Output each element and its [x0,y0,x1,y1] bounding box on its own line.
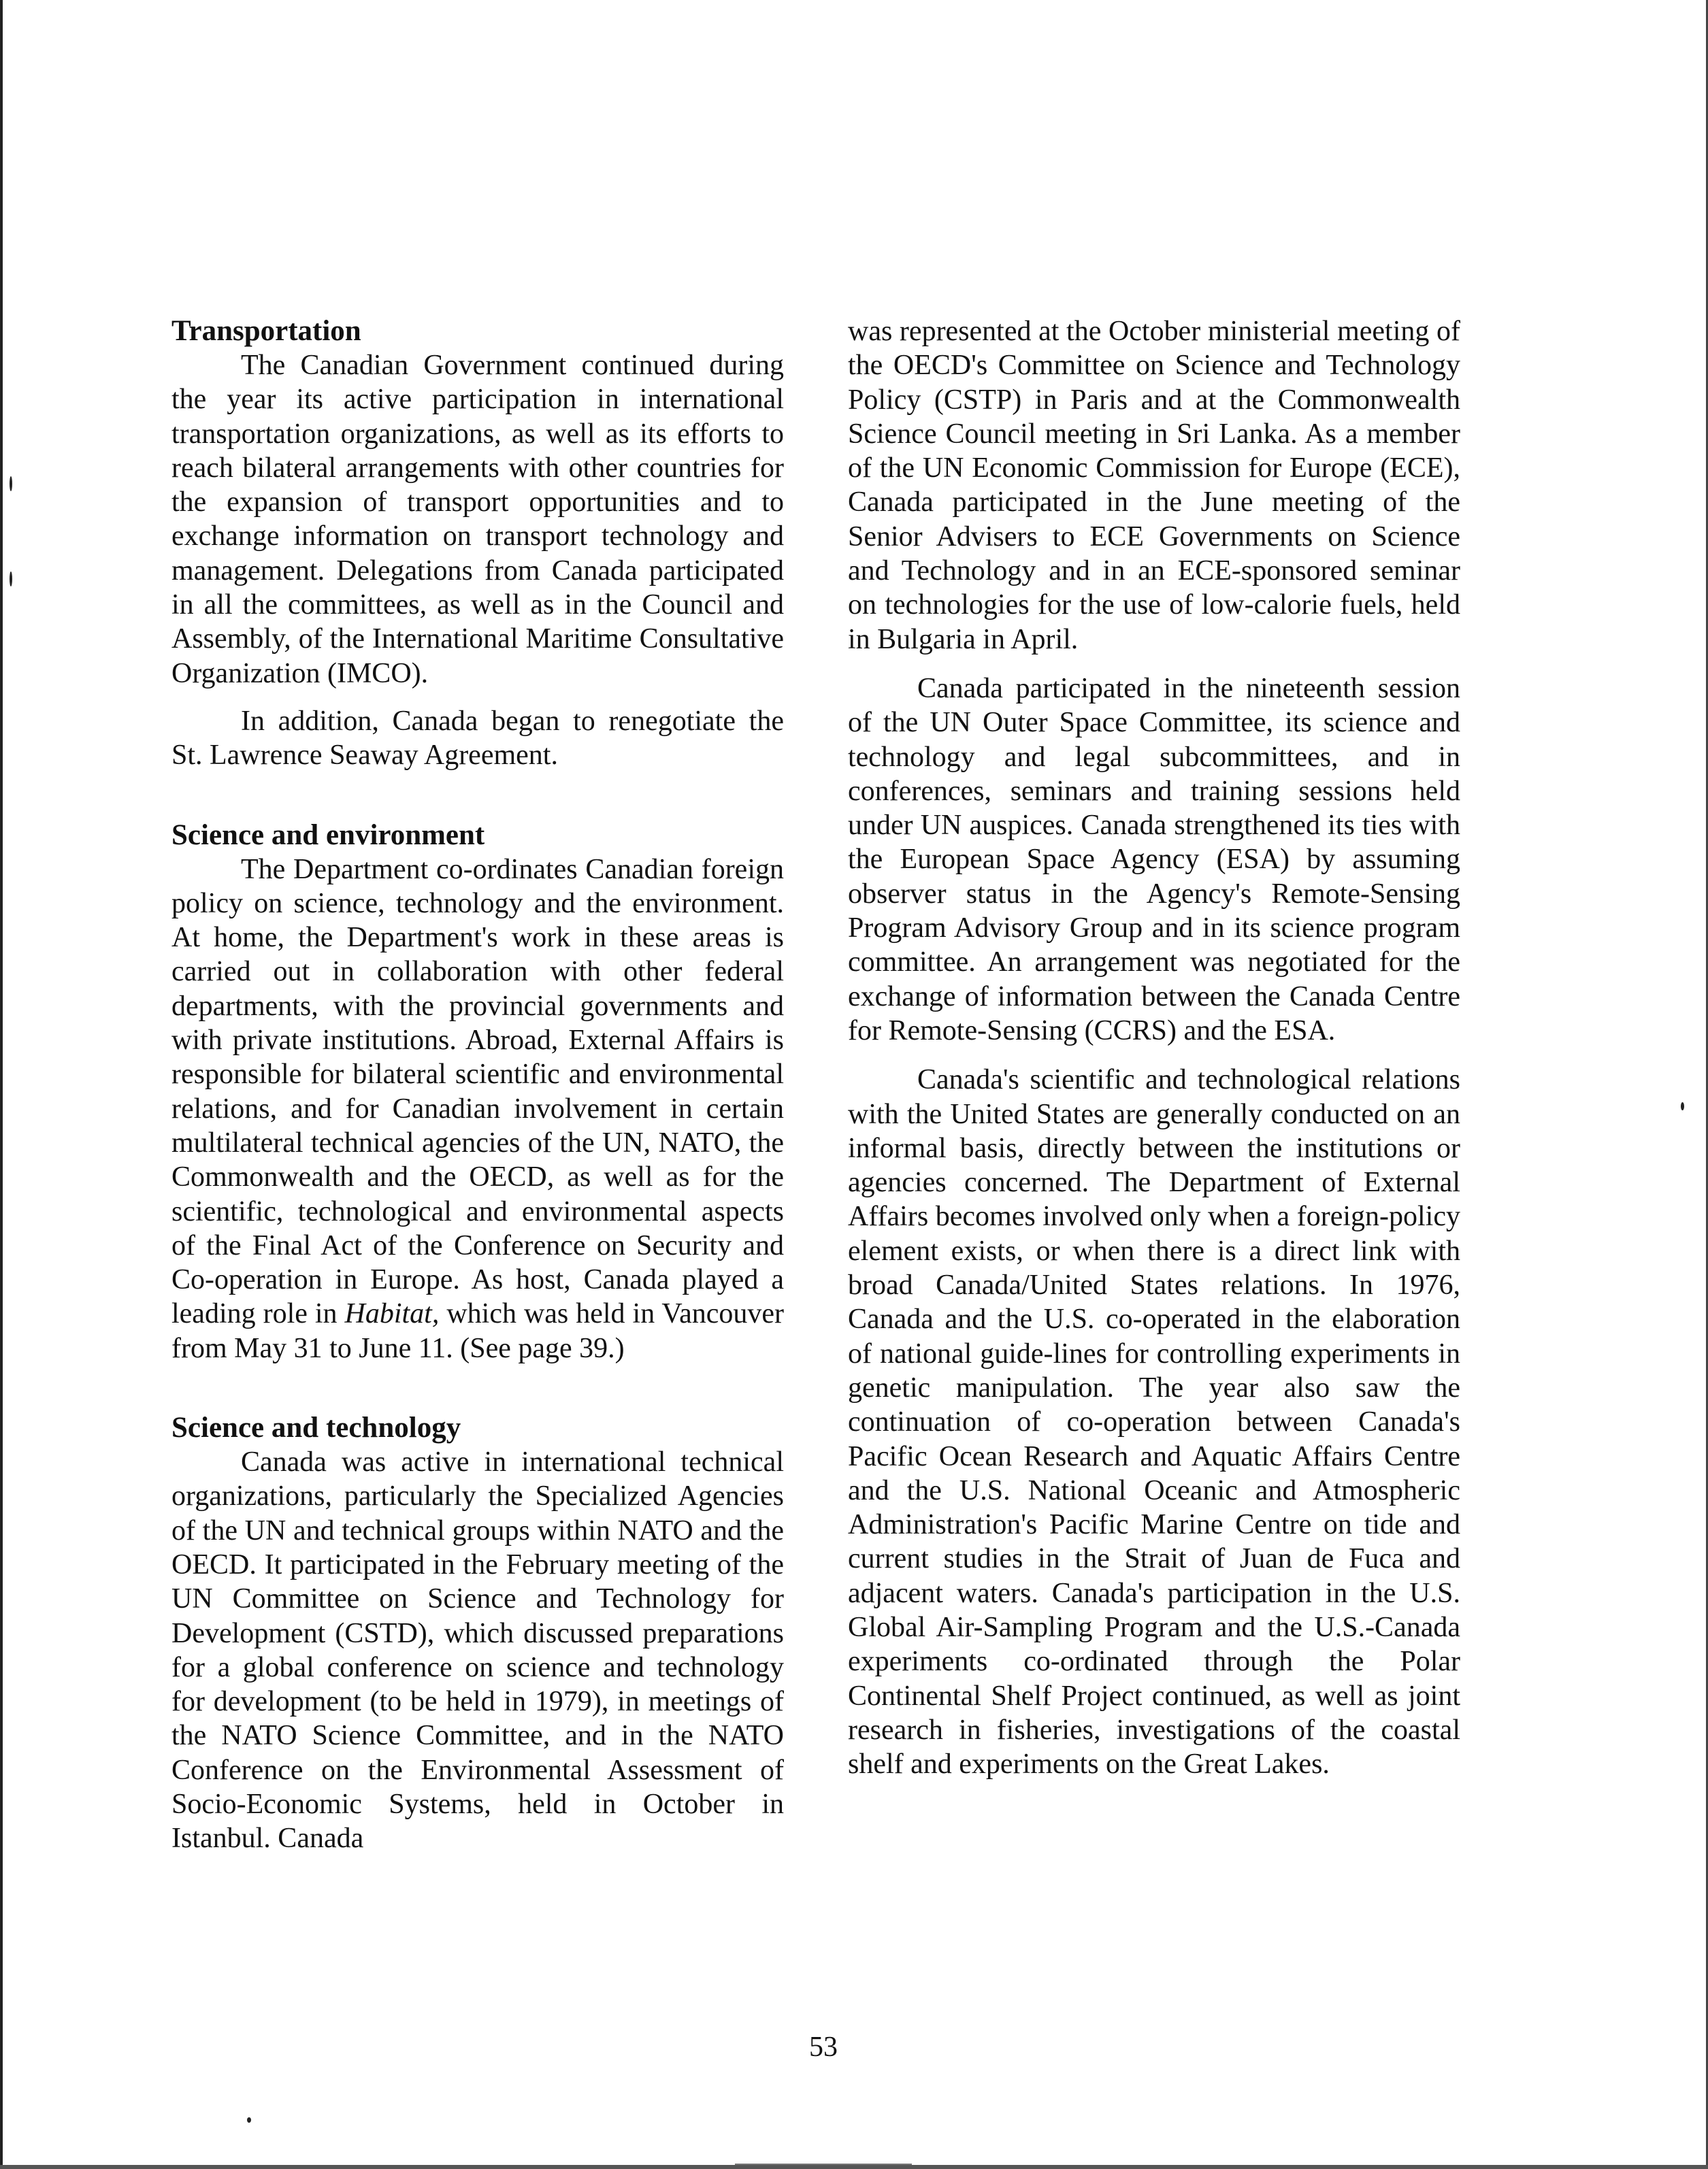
paragraph-science-environment [171,852,784,1365]
paragraph-science-technology-continuation: was represented at the October ministerial meeting of the OECD's Committee on Science and Technology Policy (CSTP) in Paris and at the Commonwealth Science Council meeting in Sri Lanka. As a member of the UN Economic Commission for Europe (ECE), Canada participated in the June meeting of the Senior Advisers to ECE Governments on Science and Technology and in an ECE-sponsored seminar on technologies for the use of low-calorie fuels, held in Bulgaria in April. [848,316,1460,655]
paragraph-science-technology-left: Canada was active in international technical organizations, particularly the Specialized Agencies of the UN and technical groups within NATO and the OECD. It participated in the February meeting of the UN Committee on Science and Technology for Development (CSTD), which discussed preparations for a global conference on science and technology for development (to be held in 1979), in meetings of the NATO Science Committee, and in the NATO Conference on the Environmental Assessment of Socio-Economic Systems, held in October in Istanbul. Canada [171,1446,784,1855]
scan-speck [247,2117,251,2123]
paragraph-outer-space: Canada participated in the nineteenth session of the UN Outer Space Committee, its science and technology and legal subcommittees, and in conferences, seminars and training sessions held under UN auspices. Canada strengthened its ties with the European Space Agency (ESA) by assuming observer status in the Agency's Remote-Sensing Program Advisory Group and in its science program committee. An arrangement was negotiated for the exchange of information between the Canada Centre for Remote-Sensing (CCRS) and the ESA. [848,672,1460,1046]
scan-speck [10,572,12,586]
habitat-italic-term: Habitat, [344,1298,440,1330]
scan-footer-rule [735,2164,912,2165]
page-number: 53 [809,2032,838,2063]
heading-transportation: Transportation [171,315,361,347]
paragraph-us-relations: Canada's scientific and technological relations with the United States are generally conducted on an informal basis, directly between the institutions or agencies concerned. The Department of External Affairs becomes involved only when a foreign-policy element exists, or when there is a direct link with broad Canada/United States relations. In 1976, Canada and the U.S. co-operated in the elaboration of national guide-lines for controlling experiments in genetic manipulation. The year also saw the continuation of co-operation between Canada's Pacific Ocean Research and Aquatic Affairs Centre and the U.S. National Oceanic and Atmospheric Administration's Pacific Marine Centre on tide and current studies in the Strait of Juan de Fuca and adjacent waters. Canada's participation in the U.S. Global Air-Sampling Program and the U.S.-Canada experiments co-ordinated through the Polar Continental Shelf Project continued, as well as joint research in fisheries, investigations of the coastal shelf and experiments on the Great Lakes. [848,1064,1460,1781]
paragraph-transportation-2: In addition, Canada began to renegotiate the St. Lawrence Seaway Agreement. [171,705,784,772]
right-column [848,314,1460,1781]
paragraph-transportation-1: The Canadian Government continued during the year its active participation in international transportation organizations, as well as its efforts to reach bilateral arrangements with other countries for the expansion of transport opportunities and to exchange information on transport technology and management. Delegations from Canada participated in all the committees, as well as in the Council and Assembly, of the International Maritime Consultative Organization (IMCO). [171,350,784,689]
scan-bottom-edge [0,2165,1708,2169]
scan-speck [10,476,12,491]
heading-science-technology: Science and technology [171,1412,461,1444]
paragraph-science-environment-text-a: The Department co-ordinates Canadian foreign policy on science, technology and the environment. At home, the Department's work in these areas is carried out in collaboration with other federal departments, with the provincial governments and with private institutions. Abroad, External Affairs is responsible for bilateral scientific and environmental relations, and for Canadian involvement in certain multilateral technical agencies of the UN, NATO, the Commonwealth and the OECD, as well as for the scientific, technological and environmental aspects of the Final Act of the Conference on Security and Co-operation in Europe. As host, Canada played a leading role in [171,853,784,1330]
left-column [171,314,784,1856]
paragraph-science-environment-text-b: which was held in Vancouver from May 31 to June 11. (See page 39.) [171,1298,784,1364]
heading-science-environment: Science and environment [171,818,485,851]
scan-left-edge [0,0,3,2169]
scan-speck [1681,1102,1684,1110]
